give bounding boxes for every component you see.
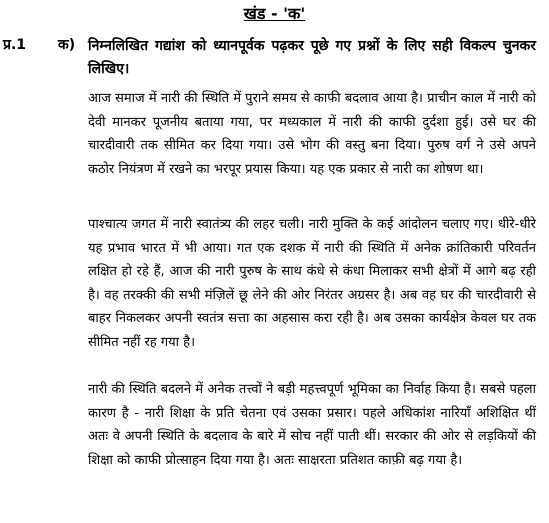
passage-paragraph-2: पाश्चात्य जगत में नारी स्वातंत्र्य की लहर चली। नारी मुक्ति के कई आंदोलन चलाए गए। धीरे-धीरे यह प्रभाव भारत में भी आया। गत एक दशक में नारी की स्थिति में अनेक क्रांतिकारी परिवर्तन लक्षित हो रहे हैं, आज की नारी पुरुष के साथ कंधे से कंधा मिलाकर सभी क्षेत्रों में आगे बढ़ रही है। वह तरक्की की सभी मंज़िलें छू लेने की ओर निरंतर अग्रसर है। अब वह घर की चारदीवारी से बाहर निकलकर अपनी स्वतंत्र सत्ता का अहसास करा रही है। अब उसका कार्यक्षेत्र केवल घर तक सीमित नहीं रह गया है। [88,217,536,350]
question-number: प्र.1 [3,37,27,53]
passage-paragraph-1: आज समाज में नारी की स्थिति में पुराने समय से काफी बदलाव आया है। प्राचीन काल में नारी को देवी मानकर पूजनीय बताया गया, पर मध्यकाल में नारी की काफी दुर्दशा हुई। उसे घर की चारदीवारी तक सीमित कर दिया गया। उसे भोग की वस्तु बना दिया। पुरुष वर्ग ने उसे अपने कठोर नियंत्रण में रखने का भरपूर प्रयास किया। यह एक प्रकार से नारी का शोषण था। [88,91,536,177]
question-instruction: निम्नलिखित गद्यांश को ध्यानपूर्वक पढ़कर पूछे गए प्रश्नों के लिए सही विकल्प चुनकर लिखिए। [88,38,536,77]
section-heading: खंड - 'क' [243,4,306,23]
question-part-label: क) [58,37,76,53]
passage-paragraph-3: नारी की स्थिति बदलने में अनेक तत्त्वों ने बड़ी महत्त्वपूर्ण भूमिका का निर्वाह किया है। सबसे पहला कारण है - नारी शिक्षा के प्रति चेतना एवं उसका प्रसार। पहले अधिकांश नारियाँ अशिक्षित थीं अतः वे अपनी स्थिति के बदलाव के बारे में सोच नहीं पाती थीं। सरकार की ओर से लड़कियों की शिक्षा को काफी प्रोत्साहन दिया गया है। अतः साक्षरता प्रतिशत काफ़ी बढ़ गया है। [88,382,536,468]
